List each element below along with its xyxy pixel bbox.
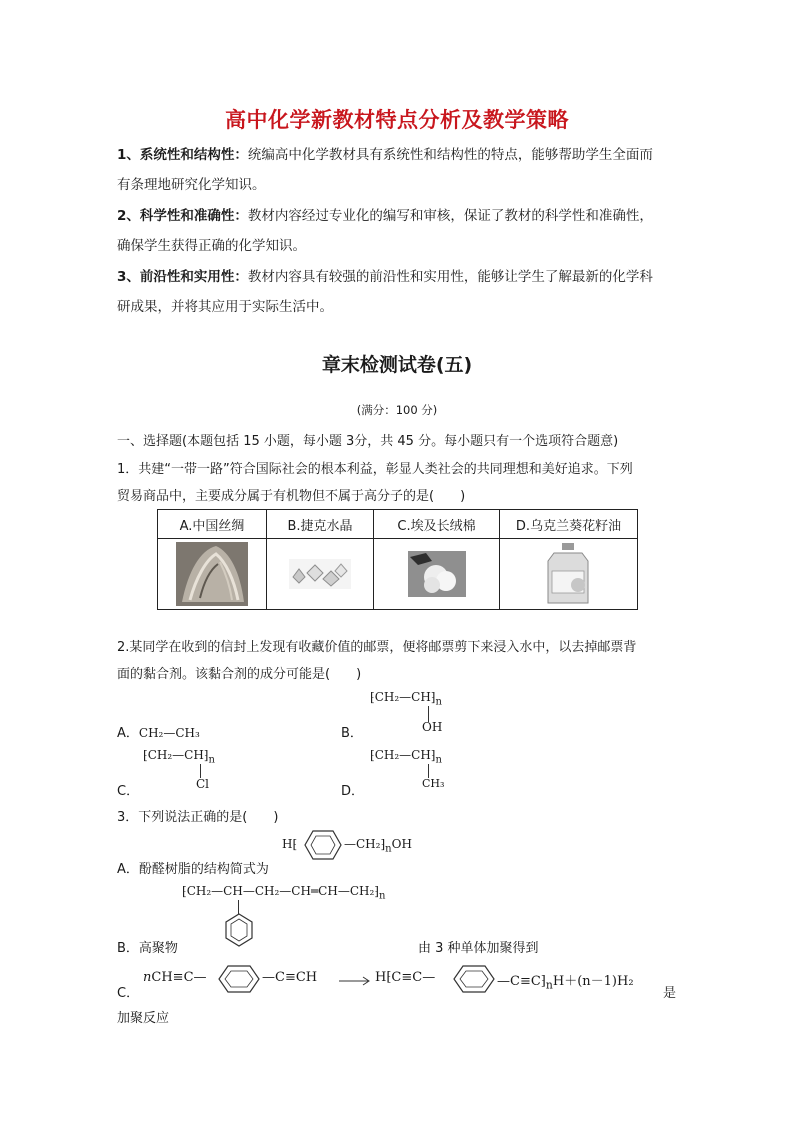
q2-option-b-structure	[370, 690, 442, 707]
product-left: H⁅C≡C—	[375, 970, 436, 985]
q1-options-table	[157, 509, 638, 610]
option-a-label: A.中国丝绸	[158, 510, 267, 539]
coefficient-n: n	[143, 970, 152, 985]
benzene-ring-icon	[303, 829, 343, 861]
polymer-n: n	[435, 754, 442, 766]
cotton-image	[408, 551, 466, 597]
chain-group: CH₂	[254, 884, 280, 898]
bracket-left: ⁅	[370, 690, 375, 704]
intro-point-2	[117, 201, 687, 261]
question-1	[117, 456, 687, 510]
option-c-image-cell	[374, 539, 500, 610]
section-heading: 一、选择题(本题包括 15 小题，每小题 3分，共 45 分。每小题只有一个选项符合题意)	[117, 434, 619, 449]
polymer-chain: CH₂—CH	[147, 748, 204, 762]
benzene-ring-icon	[224, 913, 254, 947]
intro-point-text: 确保学生获得正确的化学知识。	[117, 238, 306, 254]
q3-option-a: A．酚醛树脂的结构简式为	[117, 862, 269, 877]
reactant-left: nCH≡C—	[143, 970, 207, 985]
q2-option-c-structure	[143, 748, 215, 765]
q2-option-c-label: C．	[117, 784, 140, 799]
bracket-left: ⁅	[182, 884, 187, 898]
formula-h: H	[282, 837, 293, 851]
q3-option-b: B．高聚物	[117, 941, 178, 956]
option-c-label: C.埃及长绒棉	[374, 510, 500, 539]
formula-ch2: CH₂	[356, 837, 381, 851]
exam-score: (满分：100 分)	[356, 403, 438, 417]
chain-group: CH₂	[349, 884, 375, 898]
question-2	[117, 634, 687, 688]
option-d-label: D.乌克兰葵花籽油	[500, 510, 638, 539]
reaction-arrow-icon	[338, 976, 372, 986]
option-label: A．	[117, 726, 139, 741]
q2-option-b-label: B．	[341, 726, 363, 741]
polymer-chain: CH₂—CH	[374, 690, 431, 704]
reactant-ch: CH	[151, 970, 173, 985]
bond-line	[200, 764, 201, 778]
phenolic-formula	[282, 837, 297, 851]
intro-point-text: 有条理地研究化学知识。	[117, 177, 266, 193]
page-title: 高中化学新教材特点分析及教学策略	[225, 108, 569, 132]
question-text: 1．共建“一带一路”符合国际社会的根本利益，彰显人类社会的共同理想和美好追求。下列	[117, 462, 633, 477]
question-text: 面的黏合剂。该黏合剂的成分可能是( )	[117, 667, 362, 682]
bracket-left: ⁅	[143, 748, 148, 762]
q3-option-c-line2: 加聚反应	[117, 1011, 170, 1026]
option-d-image-cell	[500, 539, 638, 610]
bracket-right: ⁆	[430, 748, 436, 762]
phenolic-formula-tail: $—CH_2⁆_nOH$	[344, 837, 412, 855]
option-a-image-cell	[158, 539, 267, 610]
bond-line	[238, 900, 239, 914]
bracket-right: ⁆	[540, 974, 546, 989]
polymer-n: n	[435, 696, 442, 708]
bracket-right: ⁆	[203, 748, 209, 762]
q3-option-c-is: 是	[663, 986, 677, 1001]
bracket-right: ⁆	[380, 837, 386, 851]
q3-option-c-label: C．	[117, 986, 140, 1001]
bracket-right: ⁆	[374, 884, 379, 898]
product-right: $—C\equiv C⁆_nH+(n-1)H_2$	[497, 974, 634, 992]
q2-option-d-structure	[370, 748, 442, 765]
formula-oh: OH	[391, 837, 412, 851]
intro-point-1	[117, 140, 687, 200]
polymer-n: n	[208, 754, 215, 766]
product-c: C	[391, 970, 402, 985]
exam-title: 章末检测试卷(五)	[321, 354, 473, 376]
polymer-chain: CH₂—CH₃	[138, 726, 200, 740]
intro-point-text: 教材内容经过专业化的编写和审核，保证了教材的科学性和准确性，	[247, 208, 653, 224]
polymer-chain: CH₂—CH	[374, 748, 431, 762]
question-3-stem: 3．下列说法正确的是( )	[117, 810, 279, 825]
bond-line	[428, 764, 429, 778]
bracket-left: ⁅	[370, 748, 375, 762]
reactant-c: C	[183, 970, 194, 985]
benzene-ring-icon	[217, 964, 261, 994]
chain-group: CH	[223, 884, 243, 898]
crystal-image	[289, 559, 351, 589]
chain-group: CH	[318, 884, 338, 898]
option-b-label: B.捷克水晶	[267, 510, 374, 539]
oil-bottle-image	[542, 541, 596, 607]
substituent-ch3: CH₃	[422, 777, 445, 790]
substituent-cl: Cl	[196, 777, 210, 791]
option-b-image-cell	[267, 539, 374, 610]
product-c: C	[412, 970, 423, 985]
bracket-left: ⁅	[386, 970, 392, 985]
q2-option-d-label: D．	[341, 784, 365, 799]
bracket-right: ⁆	[430, 690, 436, 704]
product-h: H	[375, 970, 387, 985]
intro-point-text: 研成果，并将其应用于实际生活中。	[117, 299, 333, 315]
chain-group: CH	[291, 884, 311, 898]
silk-image	[176, 542, 248, 606]
intro-point-3	[117, 262, 687, 322]
intro-point-label: 1、系统性和结构性：	[117, 147, 248, 163]
intro-point-label: 2、科学性和准确性：	[117, 208, 248, 224]
product-tail: H＋(n－1)H₂	[552, 974, 634, 989]
polymer-b-chain: $⁅CH_2—CH—CH_2—CH═CH—CH_2⁆_n$	[182, 884, 386, 902]
intro-point-text: 统编高中化学教材具有系统性和结构性的特点，能够帮助学生全面而	[247, 147, 653, 163]
intro-point-text: 教材内容具有较强的前沿性和实用性，能够让学生了解最新的化学科	[247, 269, 653, 285]
q3-option-b-tail: 由 3 种单体加聚得到	[418, 941, 539, 956]
question-text: 2.某同学在收到的信封上发现有收藏价值的邮票，便将邮票剪下来浸入水中，以去掉邮票背	[117, 640, 637, 655]
reactant-right: —C≡CH	[262, 970, 318, 985]
q2-option-a	[117, 722, 200, 741]
benzene-ring-icon	[452, 964, 496, 994]
substituent-oh: OH	[422, 720, 443, 734]
intro-point-label: 3、前沿性和实用性：	[117, 269, 248, 285]
chain-group: CH₂	[186, 884, 212, 898]
bracket-left: ⁅	[292, 837, 298, 851]
question-text: 贸易商品中，主要成分属于有机物但不属于高分子的是( )	[117, 489, 466, 504]
